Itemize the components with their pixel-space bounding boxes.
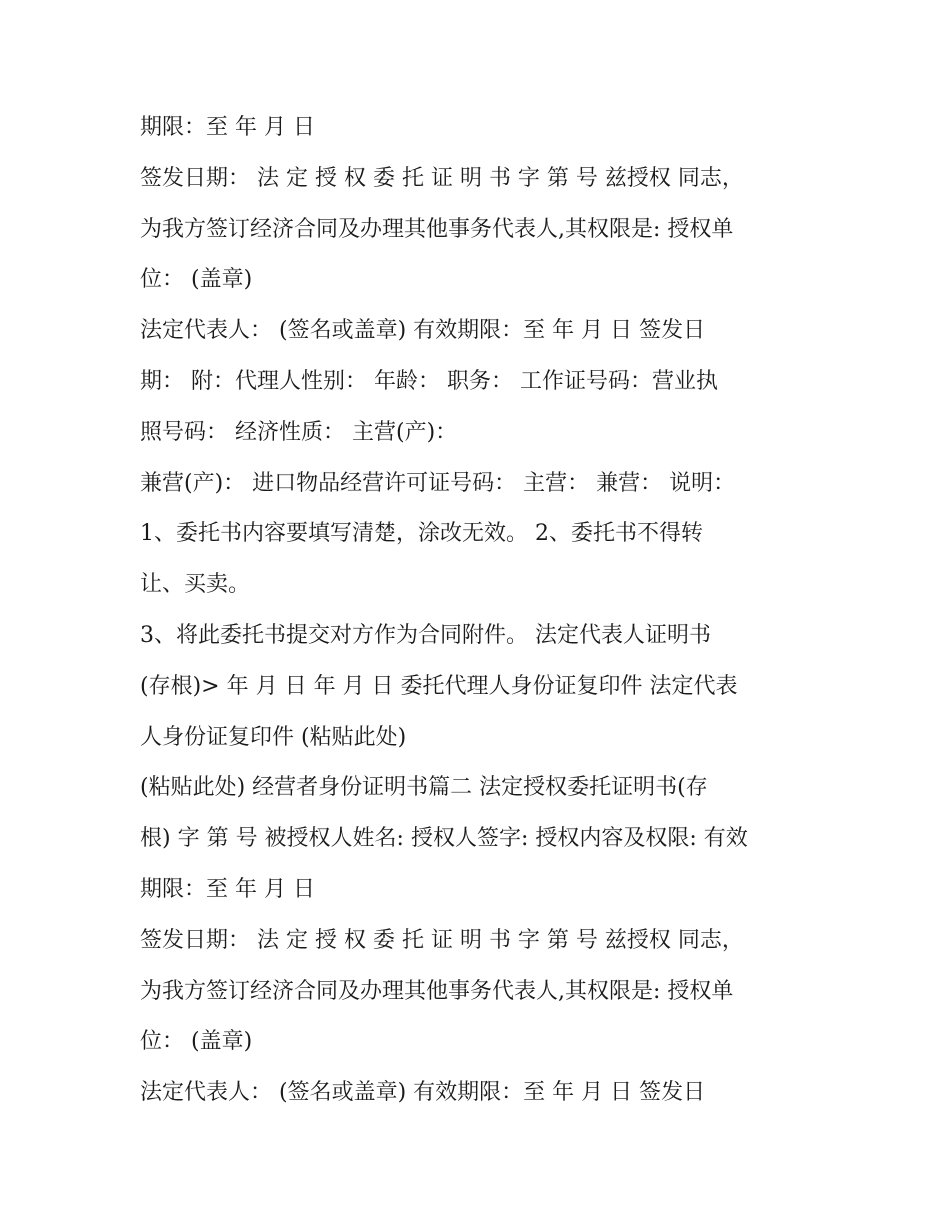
text-line: 为我方签订经济合同及办理其他事务代表人,其权限是: 授权单 [140, 978, 734, 1004]
document-body [140, 103, 820, 1119]
text-line: 签发日期： 法 定 授 权 委 托 证 明 书 字 第 号 兹授权 同志， [140, 927, 744, 953]
text-line: 根) 字 第 号 被授权人姓名: 授权人签字: 授权内容及权限: 有效 [140, 826, 748, 852]
text-line: 人身份证复印件 (粘贴此处) [140, 724, 407, 750]
text-line: (粘贴此处) 经营者身份证明书篇二 法定授权委托证明书(存 [140, 775, 708, 801]
text-line: 让、买卖。 [140, 572, 251, 598]
text-line: 期： 附：代理人性别： 年龄： 职务： 工作证号码：营业执 [140, 368, 718, 394]
text-line: 位： (盖章) [140, 267, 253, 293]
text-line: 期限：至 年 月 日 [140, 876, 315, 902]
text-line: 3、将此委托书提交对方作为合同附件。 法定代表人证明书 [140, 622, 711, 648]
text-line: 签发日期： 法 定 授 权 委 托 证 明 书 字 第 号 兹授权 同志， [140, 165, 744, 191]
text-line: 位： (盖章) [140, 1029, 253, 1055]
text-line: 为我方签订经济合同及办理其他事务代表人,其权限是: 授权单 [140, 216, 734, 242]
text-line: 照号码： 经济性质： 主营(产)： [140, 419, 458, 445]
text-line: 期限：至 年 月 日 [140, 115, 315, 140]
text-line: 法定代表人： (签名或盖章) 有效期限：至 年 月 日 签发日 [140, 318, 706, 344]
text-line: 1、委托书内容要填写清楚，涂改无效。 2、委托书不得转 [140, 521, 703, 547]
text-line: (存根)> 年 月 日 年 月 日 委托代理人身份证复印件 法定代表 [140, 673, 738, 699]
text-line: 兼营(产)： 进口物品经营许可证号码： 主营： 兼营： 说明： [140, 470, 736, 496]
text-line: 法定代表人： (签名或盖章) 有效期限：至 年 月 日 签发日 [140, 1080, 706, 1106]
